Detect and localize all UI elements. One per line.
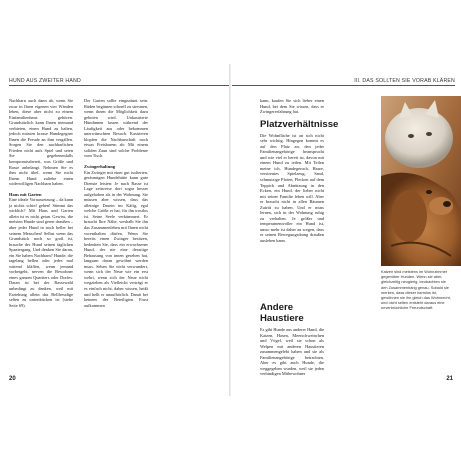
right-col1-paragraph-1: kann, kaufen Sie sich lieber einen Hund, bei dem Sie wissen, dass er Zwingererfahrung hat. — [260, 98, 324, 115]
left-page — [0, 64, 230, 396]
left-col1-paragraph-2: Eine ideale Voraussetzung – da kann ja nichts schief gehen! Stimmt das wirklich? Mit Haus und Garten allein ist es nicht getan. Gewiss, die meisten Hunde sind gerne draußen – aber jeder Hund in noch heller bei seinem Menschen! Selbst wenn das Grundstück noch so groß ist, brauche der Hund seinen täglichen Spaziergang. Und denken Sie daran, ein Sie haben Nachbarn? Hunde, die tagelang bellen oder jedes mal wütend kläffen, wenn jemand vorbeigeht, nerven die Bewohner eines ganzen Quartiers oder Dorfes. Daran ist bei der Rassewahl unbedingt zu denken, weil mit Erziehung allein das Bellfreudige selten zu unterdrücken ist (siehe Seite 69). — [9, 197, 73, 308]
left-col1-paragraph-1: Nachbarn auch dann ab, wenn Sie zwar in Ihren eigenen vier Wänden leben, diese aber nicht zu einem Einfamilienhaus gehören. Grundsätzlich kann Ihnen niemand verbieten, einen Hund zu halten, jedoch müssen krasse Hundegegner Ihnen die Freude an ihm vergällen. Sorgen Sie den nachbarlichen Frieden nicht aufs Spiel und seien Sie gegebenenfalls kompromissbereit, was Größe und Rasse anbelangt. Nehmen Sie es ihm nicht übel, wenn Sie nicht Ihrem Hund zuliebe einen widerwilligen Nachbarn haben. — [9, 98, 73, 187]
right-page-number: 21 — [446, 376, 453, 382]
left-running-head: HUND AUS ZWEITER HAND — [9, 78, 81, 84]
left-page-number: 20 — [9, 376, 16, 382]
right-col1-paragraph-2: Die Wohnfläche ist an sich nicht sehr wichtig. Hingegen kommt es auf den Platz an, den jeder Familienangehörige beansprucht und wie viel er bereit ist, davon mit einem Hund zu teilen. Mit Teilen meine ich, Hundegeruch, Haare, verstreutes Spielzeug, Sand, schmutzige Pfoten, Flecken auf dem Teppich und Abnützung in den Ecken, ein Hund, der lieber nicht mit seiner Familie leben will. Aber er braucht nicht in allen Räumen Zutritt zu haben. Und er muss lernen, sich in der Wohnung ruhig zu verhalten. Je größer und temperamentvoller ein Hund ist, umso mehr ist daher zu sorgen, dass er seinen Bewegungsdrang draußen ausleben kann. — [260, 132, 324, 244]
photo-caption: Katzen sind meistens im Wohnzimmer gegenüber Hunden. Wenn sie aber, gleichzeitig neugierig, beobachten sie den Zusammenhang genau. Sobald sie merken, dass dieser harmlos ist, gewöhnen sie ihn gleich das Wohnrecht, und nicht selten entsteht daraus eine unverbrüchliche Freundschaft. — [381, 269, 451, 311]
right-running-head: III. DAS SOLLTEN SIE VORAB KLÄREN — [354, 78, 455, 84]
section-heading-andere-haustiere: Andere Haustiere — [260, 302, 304, 324]
right-header-rule — [232, 85, 455, 86]
left-header-rule — [9, 85, 229, 86]
left-col2-paragraph-2: Ein Zwinger mit einer gut isolierten, geräumigen Hundehütte kann gute Dienste leisten: Je nach Rasse ist Lage zeitweise dort sogar besser aufgehoben als in der Wohnung. Sie müssen aber wissen, dass das alleinige Dasein im Käfig, egal welche Größe er hat, für ihn trostlos ist. Seine Seele verkümmert. Er braucht Ihre Nähe, weshalb Sie ihn das Zusammenleben mit Ihnen nicht vorenthalten dürfen. Wenn Sie bereits einen Zwinger besitzen, bedenken Sie, dass ein erwachsener Hund, der nie eine derartige Behausung von innen gesehen hat, langsam daran gewöhnt werden muss. Sehen Sie nicht verwundert, wenn sich der Neue wie ein erst wehrt, wenn sich der Neue nicht wegziehen als Vielleicht verträgt er es einfach nicht, daher wissen, heißt und hellt er unaufhörlich. Damit bei keinem der Beteiligten Frust aufkommen — [84, 169, 148, 308]
book-spread — [0, 64, 461, 396]
right-col1-lower-paragraph: Es gibt Hunde aus anderer Hand, die Katzen, Hasen, Meerschweinchen und Vögel, weil sie schon als Welpen mit anderen Haustieren zusammengelebt haben und sie als Familienangehörige betrachten. Aber es gibt auch Hunde, die weggegeben wurden, weil sie jeden verbindigen Mitbewohner — [260, 327, 324, 377]
left-column-1 — [9, 98, 73, 308]
left-col2-paragraph-1: Der Garten sollte eingezäunt sein. Rüden beginnen schnell zu streunen, wenn ihnen die Möglichkeit dazu geboten wird. Unkastrierte Hündinnen lassen während der Läufigkeit aus oder bekommen unerwünschten Besuch. Kastrieren klopfen die Nachbarschaft noch etwas Freisbarem ab: Mit einem soliden Zaun sind solche Probleme vom Tisch. — [84, 98, 148, 159]
left-column-2 — [84, 98, 148, 308]
hound-dog-with-cat-photo — [381, 96, 461, 266]
section-heading-platzverhaeltnisse: Platzverhältnisse — [260, 118, 339, 130]
photo-illustration — [381, 96, 461, 266]
right-column-1-lower — [260, 302, 324, 377]
left-col2-heading: Zwingerhaltung — [84, 164, 116, 170]
right-column-1 — [260, 98, 339, 244]
left-col1-heading: Haus mit Garten — [9, 191, 42, 197]
